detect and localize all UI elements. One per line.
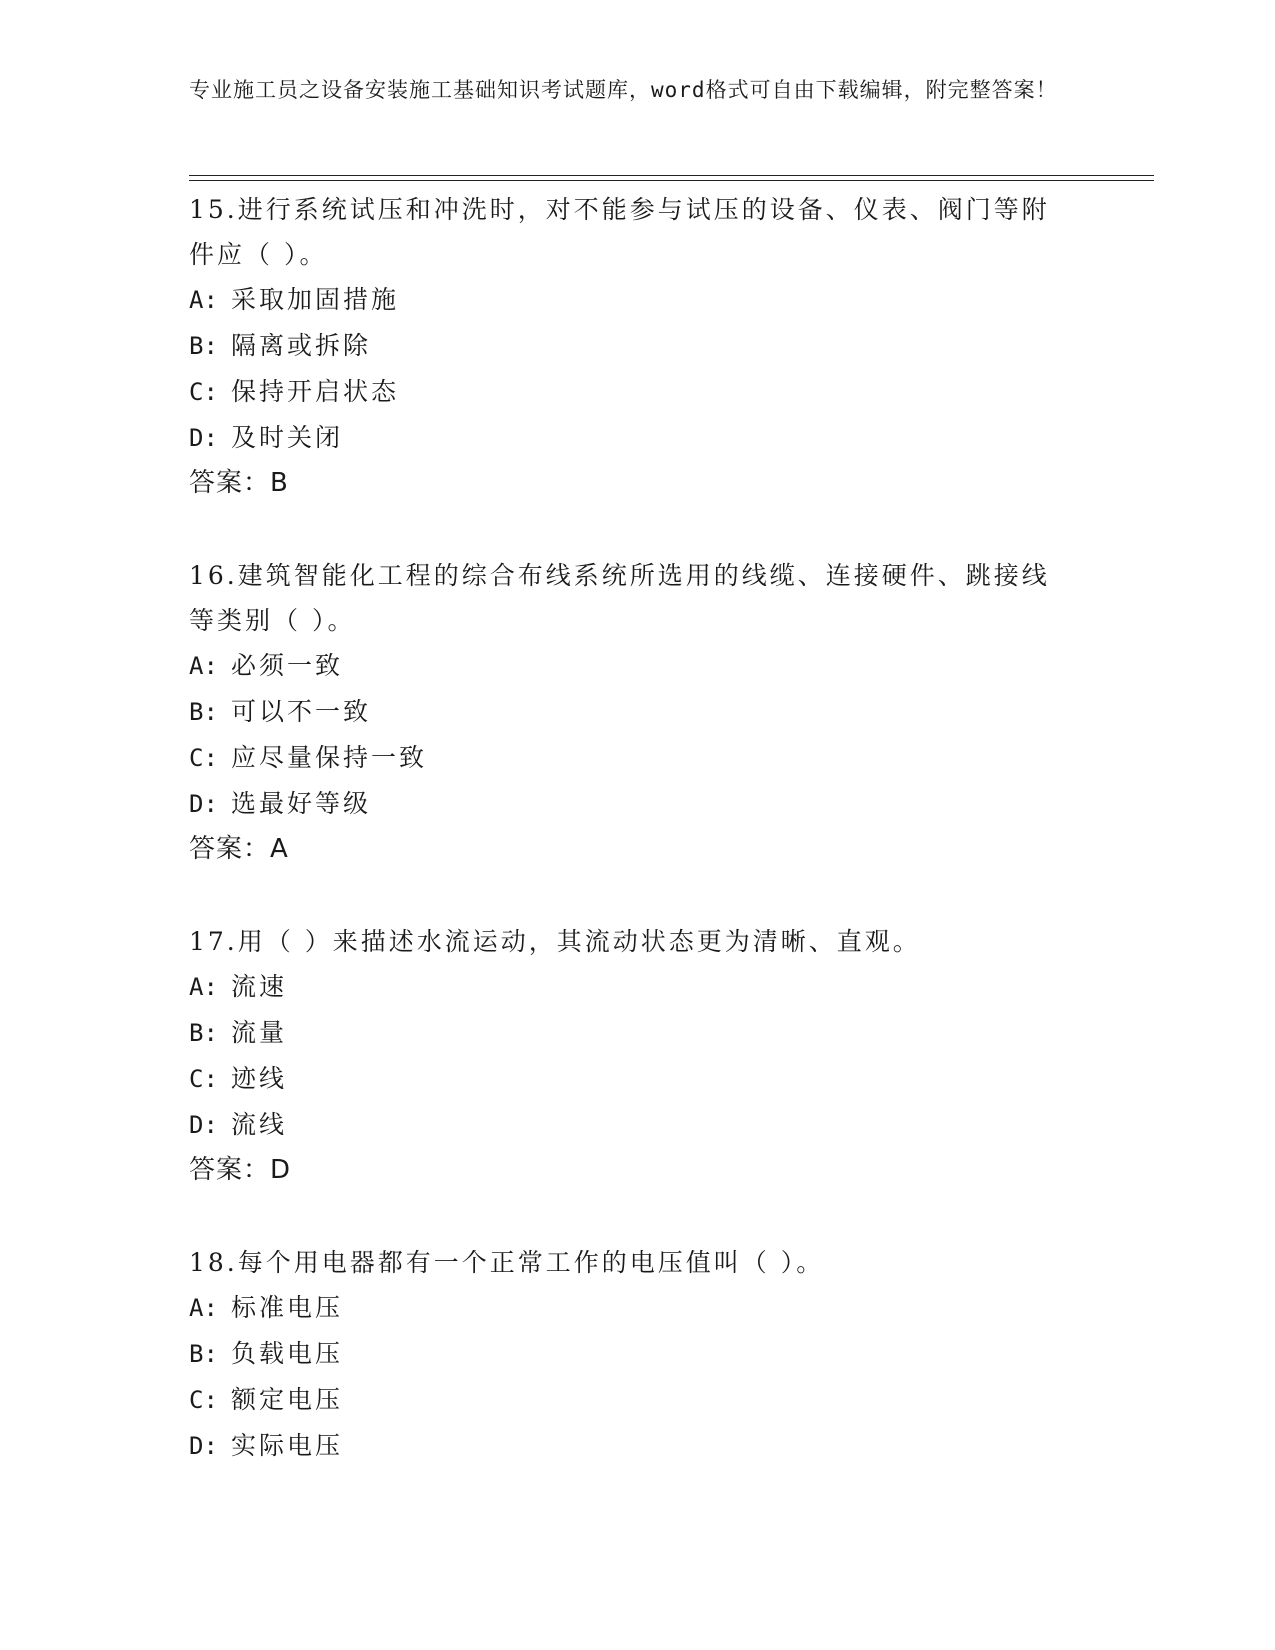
option-d: [189, 1102, 1089, 1148]
option-text: 流线: [231, 1110, 288, 1139]
option-letter: C:: [189, 378, 218, 406]
answer-line: 答案：D: [189, 1155, 292, 1185]
option-c: [189, 1056, 1089, 1102]
option-letter: B:: [189, 1340, 218, 1368]
answer-line: 答案：B: [189, 468, 289, 498]
option-letter: C:: [189, 744, 218, 772]
question-stem: 16.建筑智能化工程的综合布线系统所选用的线缆、连接硬件、跳接线等类别（ ）。: [189, 561, 1050, 635]
option-letter: A:: [189, 973, 218, 1001]
option-text: 保持开启状态: [231, 377, 400, 406]
option-text: 应尽量保持一致: [231, 743, 428, 772]
question-16: [189, 553, 1089, 872]
option-a: [189, 643, 1089, 689]
option-text: 可以不一致: [231, 697, 372, 726]
option-text: 额定电压: [231, 1385, 344, 1414]
option-letter: D:: [189, 424, 218, 452]
option-text: 选最好等级: [231, 789, 372, 818]
question-17: [189, 919, 1089, 1193]
question-stem: 17.用（ ）来描述水流运动，其流动状态更为清晰、直观。: [189, 927, 921, 956]
option-letter: D:: [189, 1111, 218, 1139]
option-a: [189, 1285, 1089, 1331]
option-a: [189, 277, 1089, 323]
header-divider-bottom: [189, 180, 1154, 181]
answer-line: 答案：A: [189, 834, 289, 864]
question-spacer: [189, 1193, 1089, 1240]
option-d: [189, 415, 1089, 461]
option-d: [189, 781, 1089, 827]
option-a: [189, 964, 1089, 1010]
option-text: 流速: [231, 972, 288, 1001]
question-stem: 15.进行系统试压和冲洗时，对不能参与试压的设备、仪表、阀门等附件应（ ）。: [189, 195, 1050, 269]
option-c: [189, 1377, 1089, 1423]
question-spacer: [189, 872, 1089, 919]
option-text: 采取加固措施: [231, 285, 400, 314]
option-letter: B:: [189, 332, 218, 360]
option-letter: B:: [189, 1019, 218, 1047]
option-letter: C:: [189, 1065, 218, 1093]
option-letter: D:: [189, 790, 218, 818]
option-letter: A:: [189, 286, 218, 314]
option-c: [189, 369, 1089, 415]
option-text: 隔离或拆除: [231, 331, 372, 360]
option-b: [189, 323, 1089, 369]
document-header: 专业施工员之设备安装施工基础知识考试题库，word格式可自由下载编辑，附完整答案！: [189, 78, 1058, 102]
option-letter: D:: [189, 1432, 218, 1460]
option-b: [189, 689, 1089, 735]
option-letter: B:: [189, 698, 218, 726]
option-letter: A:: [189, 1294, 218, 1322]
question-stem: 18.每个用电器都有一个正常工作的电压值叫（ ）。: [189, 1248, 825, 1277]
question-spacer: [189, 506, 1089, 553]
option-text: 迹线: [231, 1064, 288, 1093]
option-text: 流量: [231, 1018, 288, 1047]
option-b: [189, 1331, 1089, 1377]
option-letter: A:: [189, 652, 218, 680]
option-b: [189, 1010, 1089, 1056]
question-list: [189, 187, 1089, 1469]
question-18: [189, 1240, 1089, 1469]
option-d: [189, 1423, 1089, 1469]
option-letter: C:: [189, 1386, 218, 1414]
option-text: 标准电压: [231, 1293, 344, 1322]
option-text: 必须一致: [231, 651, 344, 680]
option-c: [189, 735, 1089, 781]
question-15: [189, 187, 1089, 506]
option-text: 及时关闭: [231, 423, 344, 452]
option-text: 负载电压: [231, 1339, 344, 1368]
header-divider-top: [189, 175, 1154, 176]
option-text: 实际电压: [231, 1431, 344, 1460]
